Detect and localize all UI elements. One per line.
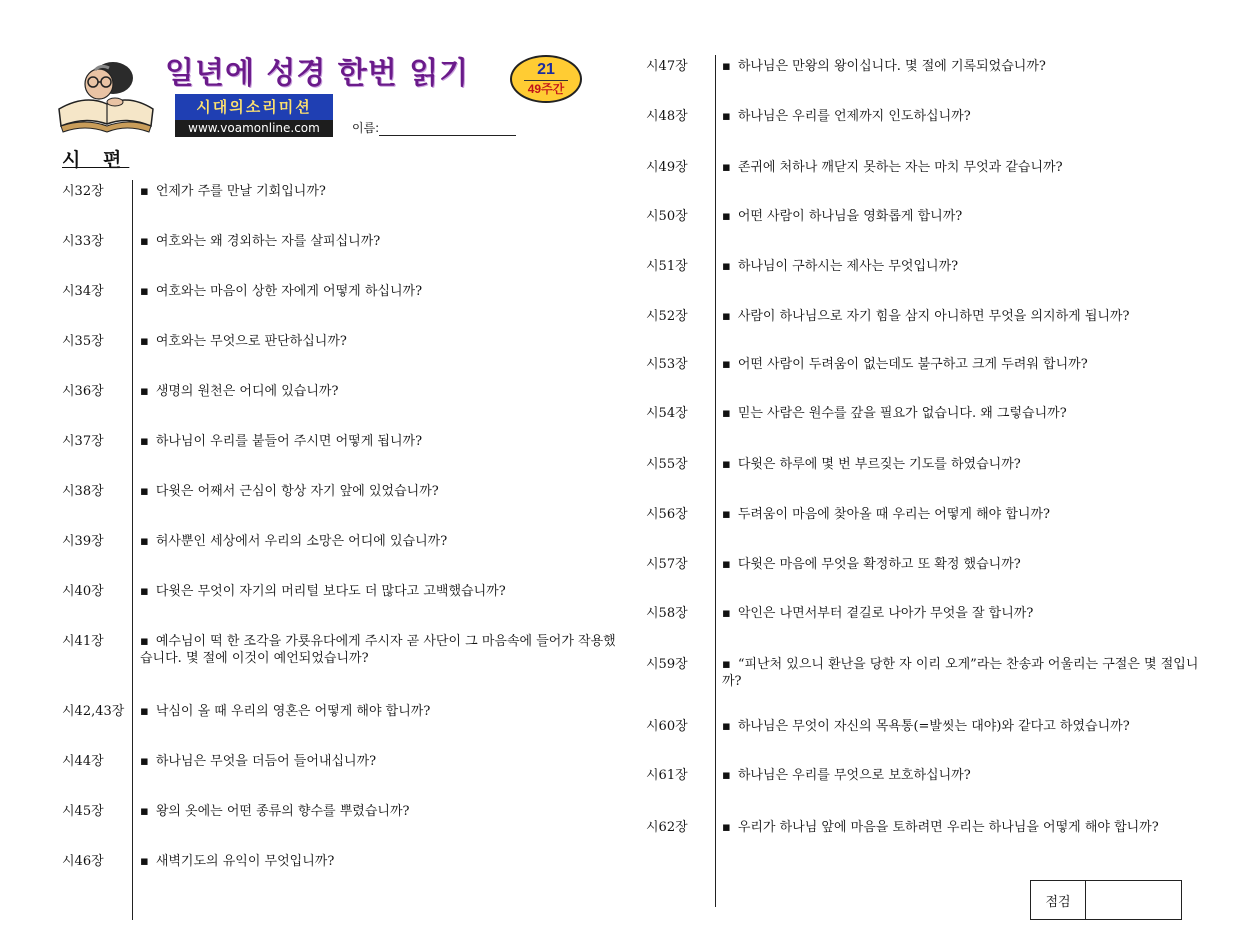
chapter-label: 시49장	[646, 160, 688, 175]
chapter-label: 시47장	[646, 59, 688, 74]
question-text: ▪ 다윗은 어째서 근심이 항상 자기 앞에 있었습니까?	[140, 483, 622, 500]
question-text: ▪ 여호와는 무엇으로 판단하십니까?	[140, 333, 622, 350]
question-text: ▪ 다윗은 마음에 무엇을 확정하고 또 확정 했습니까?	[722, 556, 1204, 573]
chapter-label: 시33장	[62, 234, 104, 249]
name-field[interactable]	[352, 119, 516, 136]
question-text: ▪ 새벽기도의 유익이 무엇입니까?	[140, 853, 622, 870]
question-text: ▪ “피난처 있으니 환난을 당한 자 이리 오게”라는 찬송과 어울리는 구절은 몇 절입니까?	[722, 656, 1204, 690]
question-text: ▪ 하나님이 구하시는 제사는 무엇입니까?	[722, 258, 1204, 275]
chapter-label: 시53장	[646, 357, 688, 372]
question-text: ▪ 어떤 사람이 하나님을 영화롭게 합니까?	[722, 208, 1204, 225]
week-divider	[524, 80, 568, 81]
chapter-label: 시39장	[62, 534, 104, 549]
check-signature-cell[interactable]	[1086, 881, 1181, 919]
chapter-label: 시38장	[62, 484, 104, 499]
chapter-label: 시46장	[62, 854, 104, 869]
chapter-label: 시37장	[62, 434, 104, 449]
question-text: ▪ 하나님이 우리를 붙들어 주시면 어떻게 됩니까?	[140, 433, 622, 450]
chapter-label: 시40장	[62, 584, 104, 599]
question-text: ▪ 여호와는 마음이 상한 자에게 어떻게 하십니까?	[140, 283, 622, 300]
chapter-label: 시34장	[62, 284, 104, 299]
right-column-divider	[715, 55, 716, 907]
chapter-label: 시42,43장	[62, 704, 125, 719]
brand-logo	[175, 94, 333, 137]
page-title: 일년에 성경 한번 읽기	[165, 56, 470, 91]
chapter-label: 시55장	[646, 457, 688, 472]
chapter-label: 시44장	[62, 754, 104, 769]
chapter-label: 시52장	[646, 309, 688, 324]
question-text: ▪ 우리가 하나님 앞에 마음을 토하려면 우리는 하나님을 어떻게 해야 합니까?	[722, 819, 1204, 836]
chapter-label: 시50장	[646, 209, 688, 224]
chapter-label: 시48장	[646, 109, 688, 124]
chapter-label: 시59장	[646, 657, 688, 672]
name-blank-line[interactable]	[379, 121, 516, 136]
chapter-label: 시41장	[62, 634, 104, 649]
question-text: ▪ 두려움이 마음에 찾아올 때 우리는 어떻게 해야 합니까?	[722, 506, 1204, 523]
question-text: ▪ 허사뿐인 세상에서 우리의 소망은 어디에 있습니까?	[140, 533, 622, 550]
week-number: 21	[537, 61, 555, 78]
question-text: ▪ 악인은 나면서부터 곁길로 나아가 무엇을 잘 합니까?	[722, 605, 1204, 622]
chapter-label: 시51장	[646, 259, 688, 274]
question-text: ▪ 하나님은 만왕의 왕이십니다. 몇 절에 기록되었습니까?	[722, 58, 1204, 75]
chapter-label: 시62장	[646, 820, 688, 835]
week-badge	[510, 55, 582, 103]
question-text: ▪ 하나님은 우리를 무엇으로 보호하십니까?	[722, 767, 1204, 784]
chapter-label: 시36장	[62, 384, 104, 399]
question-text: ▪ 하나님은 우리를 언제까지 인도하십니까?	[722, 108, 1204, 125]
section-title: 시 편	[62, 149, 130, 171]
question-text: ▪ 다윗은 하루에 몇 번 부르짖는 기도를 하였습니까?	[722, 456, 1204, 473]
brand-url: www.voamonline.com	[175, 120, 333, 137]
check-box	[1030, 880, 1182, 920]
question-text: ▪ 어떤 사람이 두려움이 없는데도 불구하고 크게 두려워 합니까?	[722, 356, 1204, 373]
question-text: ▪ 다윗은 무엇이 자기의 머리털 보다도 더 많다고 고백했습니까?	[140, 583, 622, 600]
question-text: ▪ 여호와는 왜 경외하는 자를 살피십니까?	[140, 233, 622, 250]
chapter-label: 시60장	[646, 719, 688, 734]
chapter-label: 시57장	[646, 557, 688, 572]
name-label: 이름:	[352, 121, 380, 135]
question-text: ▪ 낙심이 올 때 우리의 영혼은 어떻게 해야 합니까?	[140, 703, 622, 720]
check-label: 점검	[1031, 881, 1086, 919]
question-text: ▪ 믿는 사람은 원수를 갚을 필요가 없습니다. 왜 그렇습니까?	[722, 405, 1204, 422]
question-text: ▪ 존귀에 처하나 깨닫지 못하는 자는 마치 무엇과 같습니까?	[722, 159, 1204, 176]
chapter-label: 시32장	[62, 184, 104, 199]
question-text: ▪ 예수님이 떡 한 조각을 가룟유다에게 주시자 곧 사단이 그 마음속에 들어가 작용했습니다. 몇 절에 이것이 예언되었습니까?	[140, 633, 622, 667]
chapter-label: 시54장	[646, 406, 688, 421]
brand-name: 시대의소리미션	[175, 94, 333, 120]
reading-man-illustration	[55, 54, 155, 134]
question-text: ▪ 언제가 주를 만날 기회입니까?	[140, 183, 622, 200]
worksheet-header	[55, 50, 595, 160]
chapter-label: 시45장	[62, 804, 104, 819]
question-text: ▪ 생명의 원천은 어디에 있습니까?	[140, 383, 622, 400]
chapter-label: 시58장	[646, 606, 688, 621]
chapter-label: 시61장	[646, 768, 688, 783]
chapter-label: 시35장	[62, 334, 104, 349]
question-text: ▪ 하나님은 무엇이 자신의 목욕통(=발씻는 대야)와 같다고 하였습니까?	[722, 718, 1204, 735]
question-text: ▪ 하나님은 무엇을 더듬어 들어내십니까?	[140, 753, 622, 770]
chapter-label: 시56장	[646, 507, 688, 522]
question-text: ▪ 사람이 하나님으로 자기 힘을 삼지 아니하면 무엇을 의지하게 됩니까?	[722, 308, 1204, 325]
left-column-divider	[132, 180, 133, 920]
week-total: 49주간	[527, 82, 565, 96]
question-text: ▪ 왕의 옷에는 어떤 종류의 향수를 뿌렸습니까?	[140, 803, 622, 820]
